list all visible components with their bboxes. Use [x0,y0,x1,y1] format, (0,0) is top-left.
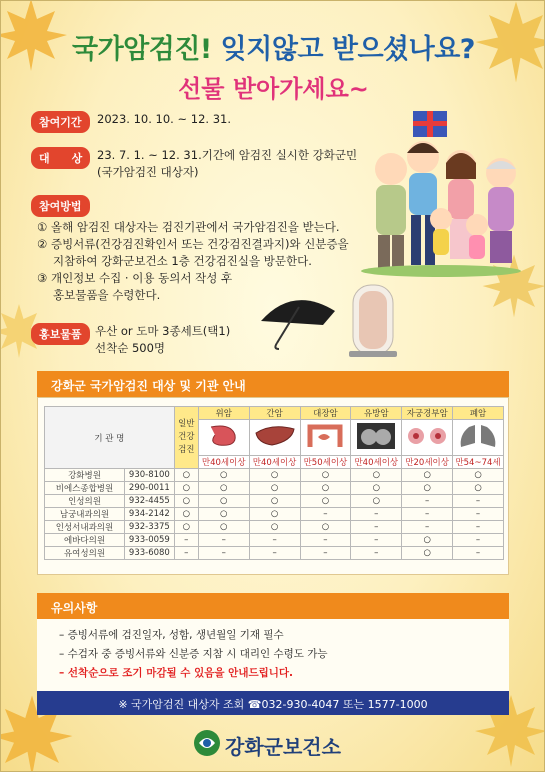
note-2: – 수검자 중 증빙서류와 신분증 지참 시 대리인 수령도 가능 [59,648,328,660]
umbrella-icon [261,300,335,325]
institution-name: 남궁내과의원 [45,508,125,521]
note-1: – 증빙서류에 검진일자, 성함, 생년월일 기재 필수 [59,629,284,641]
exam-availability: – [453,534,504,547]
method-tag: 참여방법 [31,195,90,217]
exam-availability: – [402,495,453,508]
exam-availability: ○ [453,469,504,482]
page-subtitle: 선물 받아가세요~ [178,75,369,103]
exam-availability: ○ [198,521,249,534]
cancer-breast: 유방암 [351,407,402,420]
period-value: 2023. 10. 10. ~ 12. 31. [97,112,231,126]
exam-availability: ○ [249,508,300,521]
institution-name: 비에스종합병원 [45,482,125,495]
age-liver: 만40세이상 [249,456,300,469]
target-tag: 대 상 [31,147,90,169]
institution-table-box [37,397,509,575]
title-blue: 잊지않고 받으셨나요? [220,34,475,65]
exam-availability: – [402,521,453,534]
institution-phone: 932-4455 [125,495,175,508]
institution-name: 에바다의원 [45,534,125,547]
exam-availability: – [198,547,249,560]
exam-availability: ○ [249,495,300,508]
footer-organization: 강화군보건소 [225,735,341,759]
exam-availability: – [453,521,504,534]
institution-name: 인성의원 [45,495,125,508]
cancer-colon: 대장암 [300,407,351,420]
exam-availability: – [453,508,504,521]
exam-availability: ○ [198,482,249,495]
exam-availability: ○ [198,469,249,482]
institution-table [44,406,504,560]
method-step2a: ② 증빙서류(건강검진확인서 또는 건강검진결과지)와 신분증을 [37,237,349,251]
cancer-lung: 폐암 [453,407,504,420]
method-step3b: 홍보물품을 수령한다. [53,288,161,302]
header-general [174,407,198,469]
age-lung: 만54~74세 [453,456,504,469]
stomach-organ-icon [198,420,249,456]
table-row [45,508,504,521]
health-center-logo-icon [193,729,221,757]
exam-availability: – [453,547,504,560]
table-row [45,547,504,560]
note-3: – 선착순으로 조기 마감될 수 있음을 안내드립니다. [59,667,294,679]
exam-availability: – [249,547,300,560]
page-title [1,27,545,66]
table-row [45,469,504,482]
general-line1: 일반 [178,419,195,429]
breast-organ-icon [351,420,402,456]
exam-availability: – [351,547,402,560]
exam-availability: ○ [402,534,453,547]
cervix-organ-icon [402,420,453,456]
cancer-stomach: 위암 [198,407,249,420]
exam-availability: ○ [249,521,300,534]
institution-name: 강화병원 [45,469,125,482]
gift-line1: 우산 or 도마 3종세트(택1) [95,324,231,338]
exam-availability: – [351,534,402,547]
table-section-banner: 강화군 국가암검진 대상 및 기관 안내 [37,371,509,397]
contact-bar: ※ 국가암검진 대상자 조회 ☎032-930-4047 또는 1577-1000 [37,691,509,715]
colon-organ-icon [300,420,351,456]
exam-availability: – [249,534,300,547]
exam-availability: ○ [198,508,249,521]
exam-availability: ○ [174,482,198,495]
exam-availability: ○ [402,482,453,495]
institution-phone: 933-6080 [125,547,175,560]
exam-availability: – [351,521,402,534]
exam-availability: ○ [174,495,198,508]
title-green: 국가암검진! [72,34,212,65]
institution-phone: 930-8100 [125,469,175,482]
exam-availability: ○ [402,469,453,482]
institution-phone: 934-2142 [125,508,175,521]
institution-phone: 290-0011 [125,482,175,495]
target-line1: 23. 7. 1. ~ 12. 31.기간에 암검진 실시한 강화군민 [97,148,358,162]
exam-availability: – [300,508,351,521]
general-line3: 검진 [178,445,195,455]
institution-name: 인성서내과의원 [45,521,125,534]
table-row [45,482,504,495]
age-cervical: 만20세이상 [402,456,453,469]
period-tag: 참여기간 [31,111,90,133]
notes-banner: 유의사항 [37,593,509,619]
table-row [45,521,504,534]
age-stomach: 만40세이상 [198,456,249,469]
general-line2: 건강 [178,432,195,442]
exam-availability: ○ [300,469,351,482]
gift-line2: 선착순 500명 [95,341,166,355]
cancer-liver: 간암 [249,407,300,420]
age-colon: 만50세이상 [300,456,351,469]
age-breast: 만40세이상 [351,456,402,469]
exam-availability: ○ [249,482,300,495]
liver-organ-icon [249,420,300,456]
table-row [45,495,504,508]
exam-availability: ○ [174,469,198,482]
exam-availability: ○ [300,521,351,534]
exam-availability: ○ [402,547,453,560]
exam-availability: – [351,508,402,521]
institution-phone: 933-0059 [125,534,175,547]
exam-availability: – [402,508,453,521]
method-step2b: 지참하여 강화군보건소 1층 건강검진실을 방문한다. [53,254,312,268]
exam-availability: ○ [174,508,198,521]
exam-availability: ○ [249,469,300,482]
exam-availability: – [174,547,198,560]
exam-availability: ○ [174,521,198,534]
target-line2: (국가암검진 대상자) [97,165,199,179]
exam-availability: – [174,534,198,547]
exam-availability: ○ [300,495,351,508]
table-row [45,534,504,547]
exam-availability: ○ [198,495,249,508]
gift-products-illustration [253,281,428,361]
method-step3a: ③ 개인정보 수집 · 이용 동의서 작성 후 [37,271,233,285]
exam-availability: ○ [351,495,402,508]
gift-tag: 홍보물품 [31,323,90,345]
family-illustration [351,109,531,279]
exam-availability: ○ [300,482,351,495]
exam-availability: – [300,534,351,547]
institution-phone: 932-3375 [125,521,175,534]
institution-name: 유여성의원 [45,547,125,560]
exam-availability: ○ [453,482,504,495]
header-institution: 기 관 명 [45,407,175,469]
cancer-cervical: 자궁경부암 [402,407,453,420]
exam-availability: – [198,534,249,547]
exam-availability: ○ [351,482,402,495]
method-step1: ① 올해 암검진 대상자는 검진기관에서 국가암검진을 받는다. [37,220,340,234]
notes-box [37,619,509,691]
exam-availability: – [300,547,351,560]
exam-availability: ○ [351,469,402,482]
lung-organ-icon [453,420,504,456]
exam-availability: – [453,495,504,508]
